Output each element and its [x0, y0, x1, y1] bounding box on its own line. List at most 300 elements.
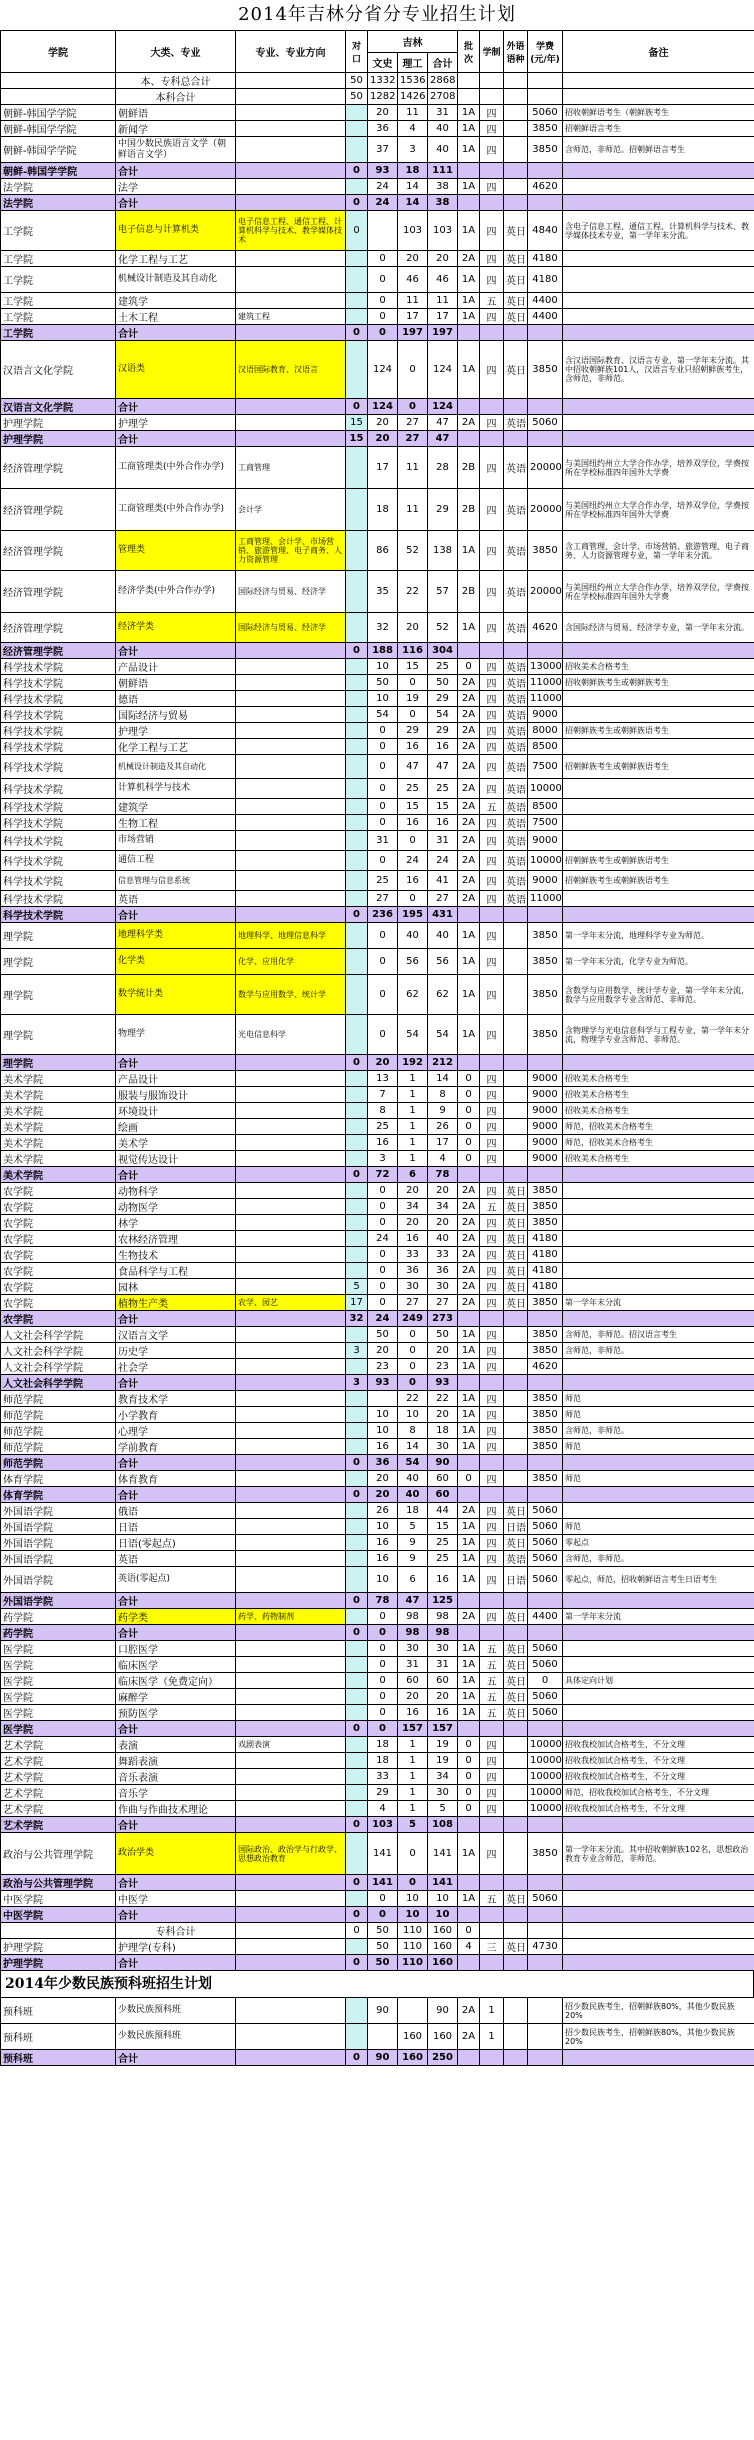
cell-college: 科学技术学院 — [1, 779, 116, 799]
cell-batch: 1A — [458, 121, 480, 137]
cell-lang: 英日 — [504, 267, 528, 293]
cell-batch: 2A — [458, 675, 480, 691]
total-row — [1, 89, 754, 105]
cell-direction — [236, 659, 346, 675]
cell-years: 四 — [480, 179, 504, 195]
cell-remark — [563, 1907, 754, 1923]
cell-major: 土木工程 — [116, 309, 236, 325]
table-row — [1, 1673, 754, 1689]
cell-dk — [346, 707, 368, 723]
cell-major: 环境设计 — [116, 1103, 236, 1119]
subtotal-row — [1, 1907, 754, 1923]
cell-dk: 0 — [346, 1593, 368, 1609]
cell-years: 五 — [480, 1657, 504, 1673]
cell-remark — [563, 1689, 754, 1705]
cell-total: 20 — [428, 1689, 458, 1705]
cell-batch: 1A — [458, 1657, 480, 1673]
table-row — [1, 1753, 754, 1769]
cell-dk — [346, 309, 368, 325]
total-row — [1, 73, 754, 89]
cell-major: 视觉传达设计 — [116, 1151, 236, 1167]
cell-wen: 10 — [368, 1567, 398, 1593]
cell-dk: 3 — [346, 1375, 368, 1391]
cell-remark: 第一学年末分流，化学专业为师范。 — [563, 949, 754, 975]
table-row — [1, 447, 754, 489]
cell-fee: 11000 — [528, 691, 563, 707]
cell-college: 科学技术学院 — [1, 691, 116, 707]
cell-remark: 师范 — [563, 1391, 754, 1407]
cell-fee — [528, 1167, 563, 1183]
cell-years — [480, 907, 504, 923]
cell-years: 五 — [480, 1705, 504, 1721]
cell-total: 40 — [428, 137, 458, 163]
cell-college: 美术学院 — [1, 1167, 116, 1183]
cell-fee: 9000 — [528, 871, 563, 891]
cell-college: 艺术学院 — [1, 1753, 116, 1769]
cell-wen: 0 — [368, 309, 398, 325]
cell-college — [1, 1923, 116, 1939]
cell-li: 160 — [398, 2024, 428, 2050]
cell-batch: 1A — [458, 1551, 480, 1567]
cell-li: 249 — [398, 1311, 428, 1327]
cell-fee: 4180 — [528, 1247, 563, 1263]
cell-direction — [236, 1641, 346, 1657]
cell-lang — [504, 137, 528, 163]
cell-major: 食品科学与工程 — [116, 1263, 236, 1279]
subtotal-row — [1, 1875, 754, 1891]
cell-lang: 英日 — [504, 1263, 528, 1279]
cell-remark — [563, 1375, 754, 1391]
cell-major: 本、专科总合计 — [116, 73, 236, 89]
table-row — [1, 739, 754, 755]
cell-major: 机械设计制造及其自动化 — [116, 755, 236, 779]
cell-batch: 0 — [458, 1135, 480, 1151]
cell-direction — [236, 1439, 346, 1455]
cell-fee: 4620 — [528, 1359, 563, 1375]
cell-li: 16 — [398, 871, 428, 891]
cell-college: 农学院 — [1, 1279, 116, 1295]
cell-lang: 日语 — [504, 1567, 528, 1593]
cell-dk — [346, 1503, 368, 1519]
cell-wen: 141 — [368, 1833, 398, 1875]
cell-remark — [563, 1167, 754, 1183]
cell-total: 16 — [428, 815, 458, 831]
cell-direction — [236, 1801, 346, 1817]
table-row — [1, 267, 754, 293]
cell-fee — [528, 1923, 563, 1939]
cell-remark — [563, 163, 754, 179]
cell-wen: 20 — [368, 415, 398, 431]
cell-lang: 英语 — [504, 415, 528, 431]
cell-years: 四 — [480, 739, 504, 755]
cell-college: 医学院 — [1, 1689, 116, 1705]
header-years: 学制 — [480, 31, 504, 73]
cell-total: 29 — [428, 691, 458, 707]
cell-major: 化学类 — [116, 949, 236, 975]
cell-total: 15 — [428, 1519, 458, 1535]
cell-dk — [346, 1199, 368, 1215]
cell-fee — [528, 1955, 563, 1971]
cell-batch: 2A — [458, 1199, 480, 1215]
header-lang: 外语语种 — [504, 31, 528, 73]
cell-remark — [563, 179, 754, 195]
cell-remark: 含工商管理、会计学、市场营销、旅游管理、电子商务、人力资源管理专业，第一学年末分流。 — [563, 531, 754, 571]
cell-total: 125 — [428, 1593, 458, 1609]
cell-total: 20 — [428, 1215, 458, 1231]
cell-fee: 4180 — [528, 267, 563, 293]
cell-dk: 0 — [346, 1907, 368, 1923]
cell-major: 音乐表演 — [116, 1769, 236, 1785]
cell-li: 10 — [398, 1891, 428, 1907]
cell-dk — [346, 1423, 368, 1439]
cell-dk: 0 — [346, 211, 368, 251]
cell-direction: 会计学 — [236, 489, 346, 531]
cell-li: 3 — [398, 137, 428, 163]
cell-years: 四 — [480, 105, 504, 121]
cell-years: 四 — [480, 691, 504, 707]
cell-remark — [563, 293, 754, 309]
cell-major: 临床医学（免费定向） — [116, 1673, 236, 1689]
cell-remark — [563, 691, 754, 707]
cell-direction — [236, 1923, 346, 1939]
cell-wen: 0 — [368, 1263, 398, 1279]
cell-lang — [504, 163, 528, 179]
cell-wen: 20 — [368, 1471, 398, 1487]
cell-major: 服装与服饰设计 — [116, 1087, 236, 1103]
cell-li: 0 — [398, 1375, 428, 1391]
cell-wen: 0 — [368, 755, 398, 779]
cell-major: 表演 — [116, 1737, 236, 1753]
cell-li: 0 — [398, 831, 428, 851]
cell-fee: 5060 — [528, 1551, 563, 1567]
cell-lang: 英语 — [504, 1551, 528, 1567]
cell-wen: 0 — [368, 851, 398, 871]
cell-years — [480, 89, 504, 105]
cell-total: 124 — [428, 341, 458, 399]
cell-lang: 英日 — [504, 1689, 528, 1705]
cell-li: 62 — [398, 975, 428, 1015]
header-jilin: 吉林 — [368, 31, 458, 53]
cell-fee — [528, 2024, 563, 2050]
cell-lang — [504, 1721, 528, 1737]
cell-dk — [346, 949, 368, 975]
cell-li: 16 — [398, 815, 428, 831]
cell-wen: 0 — [368, 815, 398, 831]
cell-remark — [563, 1657, 754, 1673]
cell-years: 1 — [480, 2024, 504, 2050]
cell-dk: 0 — [346, 1625, 368, 1641]
cell-college: 农学院 — [1, 1199, 116, 1215]
cell-wen: 86 — [368, 531, 398, 571]
cell-lang: 英日 — [504, 211, 528, 251]
cell-wen: 20 — [368, 1343, 398, 1359]
cell-fee: 4180 — [528, 1279, 563, 1295]
cell-major: 合计 — [116, 1167, 236, 1183]
cell-batch: 0 — [458, 1769, 480, 1785]
cell-dk: 0 — [346, 399, 368, 415]
cell-remark — [563, 89, 754, 105]
table-row — [1, 949, 754, 975]
cell-college: 科学技术学院 — [1, 675, 116, 691]
table-row — [1, 1891, 754, 1907]
cell-dk — [346, 923, 368, 949]
cell-total: 30 — [428, 1641, 458, 1657]
cell-college: 人文社会科学学院 — [1, 1359, 116, 1375]
cell-remark — [563, 1359, 754, 1375]
cell-remark — [563, 1817, 754, 1833]
cell-dk: 0 — [346, 1955, 368, 1971]
cell-total: 30 — [428, 1279, 458, 1295]
cell-remark — [563, 1503, 754, 1519]
table-row — [1, 1769, 754, 1785]
cell-college: 科学技术学院 — [1, 871, 116, 891]
cell-years — [480, 163, 504, 179]
cell-major: 新闻学 — [116, 121, 236, 137]
cell-major: 物理学 — [116, 1015, 236, 1055]
table-row — [1, 1439, 754, 1455]
cell-batch: 1A — [458, 1833, 480, 1875]
cell-fee: 4180 — [528, 1231, 563, 1247]
cell-total: 212 — [428, 1055, 458, 1071]
cell-fee — [528, 431, 563, 447]
cell-wen: 188 — [368, 643, 398, 659]
cell-dk — [346, 1705, 368, 1721]
cell-dk — [346, 571, 368, 613]
cell-fee: 3850 — [528, 137, 563, 163]
cell-major: 本科合计 — [116, 89, 236, 105]
cell-total: 98 — [428, 1609, 458, 1625]
cell-dk — [346, 723, 368, 739]
cell-batch — [458, 163, 480, 179]
header-remark: 备注 — [563, 31, 754, 73]
cell-college: 朝鲜-韩国学学院 — [1, 163, 116, 179]
table-row — [1, 1087, 754, 1103]
cell-direction — [236, 1231, 346, 1247]
subtotal-row — [1, 1625, 754, 1641]
cell-batch: 1A — [458, 1891, 480, 1907]
cell-batch: 1A — [458, 1423, 480, 1439]
cell-major: 合计 — [116, 1455, 236, 1471]
cell-fee: 9000 — [528, 1103, 563, 1119]
cell-college: 药学院 — [1, 1609, 116, 1625]
cell-lang — [504, 1817, 528, 1833]
cell-lang — [504, 1015, 528, 1055]
cell-direction — [236, 1311, 346, 1327]
cell-direction: 建筑工程 — [236, 309, 346, 325]
cell-li: 0 — [398, 1327, 428, 1343]
header-fee: 学费(元/年) — [528, 31, 563, 73]
cell-total: 93 — [428, 1375, 458, 1391]
cell-wen: 24 — [368, 1311, 398, 1327]
cell-wen: 0 — [368, 1673, 398, 1689]
cell-years: 四 — [480, 923, 504, 949]
cell-college: 农学院 — [1, 1263, 116, 1279]
cell-fee — [528, 1593, 563, 1609]
cell-years: 四 — [480, 1407, 504, 1423]
cell-fee: 4180 — [528, 1263, 563, 1279]
cell-years — [480, 1875, 504, 1891]
header-major: 大类、专业 — [116, 31, 236, 73]
total-row — [1, 1923, 754, 1939]
cell-total: 56 — [428, 949, 458, 975]
cell-li: 1 — [398, 1801, 428, 1817]
cell-total: 25 — [428, 659, 458, 675]
cell-major: 朝鲜语 — [116, 105, 236, 121]
cell-major: 合计 — [116, 1955, 236, 1971]
cell-fee: 10000 — [528, 1785, 563, 1801]
cell-years: 四 — [480, 1015, 504, 1055]
cell-direction — [236, 1721, 346, 1737]
prep-table — [0, 1997, 754, 2066]
cell-lang: 英日 — [504, 1215, 528, 1231]
cell-college: 外国语学院 — [1, 1551, 116, 1567]
cell-fee: 20000 — [528, 571, 563, 613]
cell-college: 外国语学院 — [1, 1519, 116, 1535]
cell-remark: 招收美术合格考生 — [563, 1103, 754, 1119]
cell-major: 中医学 — [116, 1891, 236, 1907]
cell-lang: 英日 — [504, 1295, 528, 1311]
cell-total: 24 — [428, 851, 458, 871]
cell-direction — [236, 399, 346, 415]
cell-years: 四 — [480, 613, 504, 643]
cell-major: 合计 — [116, 163, 236, 179]
cell-batch: 1A — [458, 1407, 480, 1423]
cell-li: 110 — [398, 1955, 428, 1971]
cell-batch: 1A — [458, 137, 480, 163]
cell-batch: 0 — [458, 1087, 480, 1103]
cell-batch: 2B — [458, 571, 480, 613]
cell-dk — [346, 1471, 368, 1487]
cell-dk — [346, 531, 368, 571]
prep-table-body — [1, 1998, 754, 2066]
cell-lang — [504, 1998, 528, 2024]
cell-remark — [563, 251, 754, 267]
cell-fee — [528, 1311, 563, 1327]
cell-li: 25 — [398, 779, 428, 799]
cell-batch — [458, 1955, 480, 1971]
cell-direction — [236, 1263, 346, 1279]
cell-batch: 1A — [458, 1689, 480, 1705]
cell-major: 社会学 — [116, 1359, 236, 1375]
cell-remark — [563, 2050, 754, 2066]
cell-batch: 2A — [458, 799, 480, 815]
cell-batch — [458, 89, 480, 105]
cell-li: 192 — [398, 1055, 428, 1071]
cell-wen — [368, 1391, 398, 1407]
cell-lang: 英语 — [504, 831, 528, 851]
cell-years — [480, 73, 504, 89]
cell-li: 19 — [398, 691, 428, 707]
table-row — [1, 815, 754, 831]
cell-lang — [504, 949, 528, 975]
cell-batch: 1A — [458, 1359, 480, 1375]
cell-lang — [504, 1119, 528, 1135]
cell-dk: 0 — [346, 163, 368, 179]
cell-wen: 7 — [368, 1087, 398, 1103]
cell-remark — [563, 779, 754, 799]
table-row — [1, 1279, 754, 1295]
cell-li: 34 — [398, 1199, 428, 1215]
table-row — [1, 891, 754, 907]
cell-direction — [236, 1103, 346, 1119]
cell-lang — [504, 121, 528, 137]
cell-direction: 化学、应用化学 — [236, 949, 346, 975]
cell-li: 24 — [398, 851, 428, 871]
cell-batch: 2A — [458, 1183, 480, 1199]
cell-wen: 10 — [368, 1407, 398, 1423]
subtotal-row — [1, 1487, 754, 1503]
cell-major: 绘画 — [116, 1119, 236, 1135]
cell-batch: 2A — [458, 891, 480, 907]
cell-wen: 1332 — [368, 73, 398, 89]
cell-lang — [504, 907, 528, 923]
cell-batch: 1A — [458, 309, 480, 325]
table-row — [1, 341, 754, 399]
cell-remark: 招少数民族考生，招朝鲜族80%，其他少数民族20% — [563, 1998, 754, 2024]
table-row — [1, 1785, 754, 1801]
cell-major: 建筑学 — [116, 799, 236, 815]
cell-direction — [236, 723, 346, 739]
section-subtitle: 2014年少数民族预科班招生计划 — [0, 1971, 754, 1997]
cell-fee: 11000 — [528, 675, 563, 691]
cell-li: 10 — [398, 1407, 428, 1423]
cell-direction: 国际政治、政治学与行政学、思想政治教育 — [236, 1833, 346, 1875]
cell-batch — [458, 1055, 480, 1071]
cell-li: 60 — [398, 1673, 428, 1689]
cell-college — [1, 73, 116, 89]
cell-batch — [458, 195, 480, 211]
cell-total: 31 — [428, 1657, 458, 1673]
cell-dk — [346, 1641, 368, 1657]
cell-college: 人文社会科学学院 — [1, 1327, 116, 1343]
cell-remark — [563, 1247, 754, 1263]
table-row — [1, 105, 754, 121]
cell-li: 18 — [398, 1503, 428, 1519]
cell-direction — [236, 267, 346, 293]
cell-lang — [504, 1955, 528, 1971]
cell-major: 音乐学 — [116, 1785, 236, 1801]
cell-batch: 4 — [458, 1939, 480, 1955]
cell-years: 四 — [480, 891, 504, 907]
cell-direction — [236, 1215, 346, 1231]
cell-total: 60 — [428, 1673, 458, 1689]
cell-fee — [528, 195, 563, 211]
cell-total: 23 — [428, 1359, 458, 1375]
cell-years: 四 — [480, 251, 504, 267]
cell-remark — [563, 1705, 754, 1721]
cell-major: 临床医学 — [116, 1657, 236, 1673]
cell-fee: 3850 — [528, 1199, 563, 1215]
cell-fee: 8500 — [528, 799, 563, 815]
cell-dk — [346, 1519, 368, 1535]
cell-wen: 27 — [368, 891, 398, 907]
cell-batch — [458, 431, 480, 447]
cell-wen: 20 — [368, 1487, 398, 1503]
cell-college: 科学技术学院 — [1, 907, 116, 923]
cell-major: 政治学类 — [116, 1833, 236, 1875]
cell-batch — [458, 325, 480, 341]
cell-batch — [458, 1593, 480, 1609]
cell-dk — [346, 1785, 368, 1801]
cell-lang — [504, 1471, 528, 1487]
cell-fee: 4620 — [528, 179, 563, 195]
cell-batch: 2A — [458, 1609, 480, 1625]
cell-college: 护理学院 — [1, 415, 116, 431]
cell-lang — [504, 1439, 528, 1455]
cell-batch: 0 — [458, 1151, 480, 1167]
cell-direction — [236, 415, 346, 431]
cell-college: 人文社会科学学院 — [1, 1343, 116, 1359]
